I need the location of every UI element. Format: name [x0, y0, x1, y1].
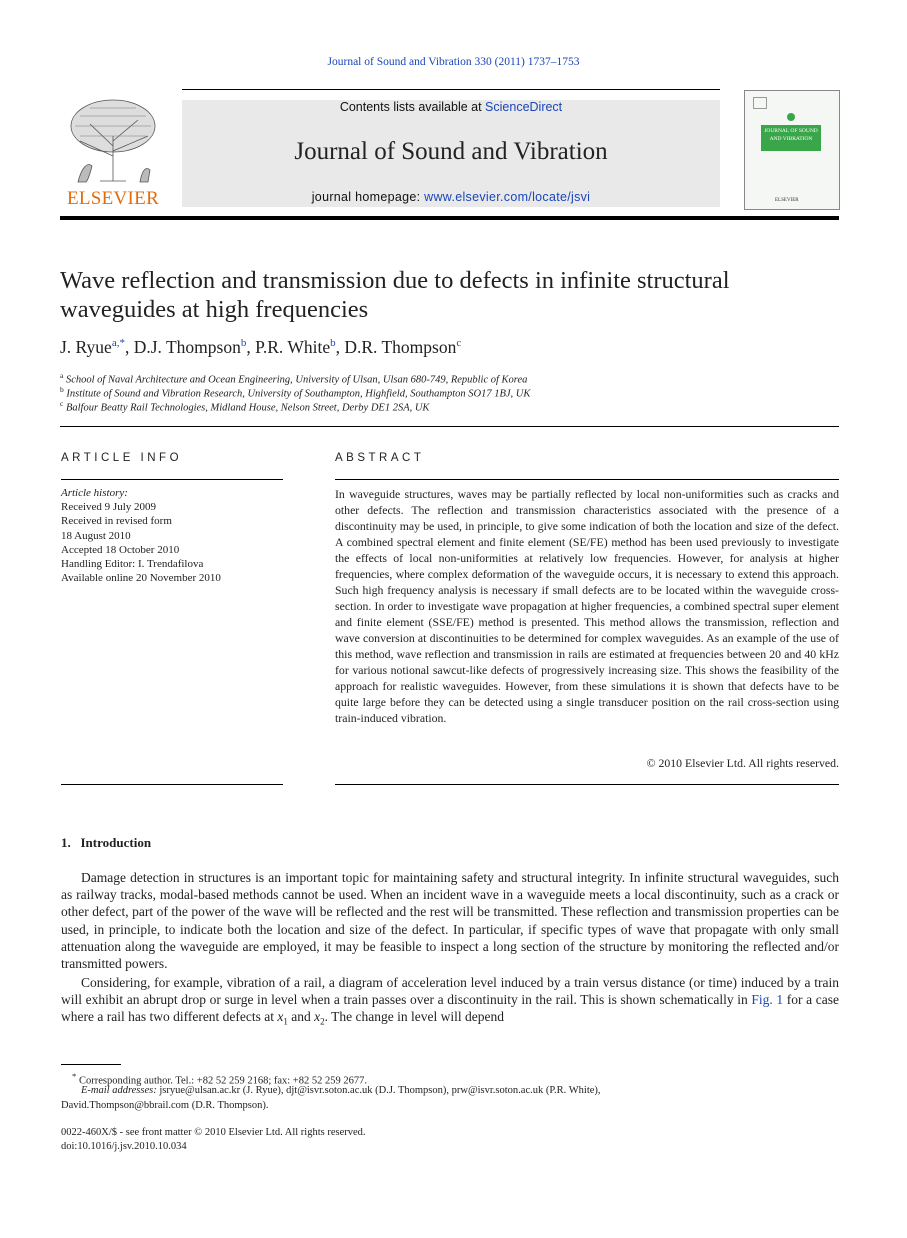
author-name: J. Ryue — [60, 337, 112, 357]
author-list — [60, 337, 461, 358]
affiliation-marker: c — [60, 399, 64, 408]
history-item: 18 August 2010 — [61, 529, 131, 542]
intro-paragraph-2 — [61, 974, 839, 1031]
affiliation-c — [60, 399, 429, 414]
intro-paragraph-1: Damage detection in structures is an important topic for maintaining safety and structural integrity. In infinite structural waveguides, such as railway tracks, modal-based methods cannot be used. When an incident wave in a waveguide meets a local discontinuity, such as a crack or other defect, part of the power of the wave will be reflected and the rest will be transmitted. These reflection and transmission properties can be used, in principle, to indicate both the location and size of the defect. In particular, if specific types of wave that propagate with only small attenuation along the waveguide are employed, it may be feasible to inspect a long section of the structure by monitoring the reflected and/or transmitted powers. — [61, 870, 839, 972]
affiliation-marker: b — [60, 385, 64, 394]
affiliation-rule — [60, 426, 839, 427]
history-item: Accepted 18 October 2010 — [61, 543, 180, 556]
tree-icon — [60, 96, 166, 186]
author-name: D.J. Thompson — [133, 337, 241, 357]
article-title: Wave reflection and transmission due to defects in infinite structural waveguides at high frequencies — [60, 267, 730, 323]
cover-title: JOURNAL OF SOUND AND VIBRATION — [761, 125, 821, 151]
journal-cover-thumbnail[interactable] — [744, 90, 840, 210]
journal-citation[interactable]: Journal of Sound and Vibration 330 (2011) 1737–1753 — [327, 56, 580, 68]
author-separator: , — [246, 337, 256, 357]
affiliation-text: Institute of Sound and Vibration Research, University of Southampton, Highfield, Southampton SO17 1BJ, UK — [66, 388, 531, 400]
abstract-text: In waveguide structures, waves may be partially reflected by local non-uniformities such as cracks and other defects. The reflection and transmission characteristics associated with the presence of a discontinuity may be used, in principle, to give some indication of both the location and size of the defect. A combined spectral element and finite element (SE/FE) method has been used previously to investigate the effects of local non-uniformities at relatively low frequencies. However, for analysis at higher frequencies, where complex deformation of the waveguide occurs, it is necessary to extend this approach. Such high frequency analysis is necessary if small defects are to be located within the waveguide cross-section. In order to investigate wave propagation at higher frequencies, a combined spectral super element and finite element (SSE/FE) method is presented. This method allows the transmission, reflection and wave conversion at discontinuities to be determined for complex waveguides. As an example of the use of this method, wave reflection and transmission in rails are estimated at frequencies between 20 and 40 kHz for various notional sawcut-like defects of progressively increasing size. This shows the feasibility of the approach for realistic waveguides. However, from these simulations it is shown that defects have to be quite large before they can be detected using a single transducer position on the rail cross-section using train-induced vibration. — [335, 487, 839, 725]
elsevier-wordmark: ELSEVIER — [66, 188, 160, 209]
author-affil-marker[interactable]: a,* — [111, 337, 125, 350]
homepage-link[interactable]: www.elsevier.com/locate/jsvi — [424, 190, 591, 204]
var-x1: x — [277, 1009, 284, 1025]
section-number: 1. — [61, 835, 71, 850]
figure-1-link[interactable]: Fig. 1 — [751, 992, 784, 1008]
abstract-bottom-rule — [335, 784, 839, 785]
affiliation-text: School of Naval Architecture and Ocean Engineering, University of Ulsan, Ulsan 680-749, Republic of Korea — [65, 374, 528, 386]
doi-line[interactable]: doi:10.1016/j.jsv.2010.10.034 — [61, 1141, 187, 1152]
article-info-rule — [61, 479, 283, 480]
affiliation-b — [60, 385, 530, 400]
section-heading — [61, 835, 151, 851]
history-item: Available online 20 November 2010 — [61, 572, 221, 585]
journal-masthead — [182, 100, 720, 207]
article-info-bottom-rule — [61, 784, 283, 785]
email-addresses[interactable]: jsryue@ulsan.ac.kr (J. Ryue), djt@isvr.soton.ac.uk (D.J. Thompson), prw@isvr.soton.ac.uk (P.R. White), — [159, 1085, 601, 1096]
email-note — [81, 1084, 601, 1098]
homepage-line — [182, 190, 720, 204]
cover-mini-box — [753, 97, 767, 109]
issn-line: 0022-460X/$ - see front matter © 2010 Elsevier Ltd. All rights reserved. — [61, 1127, 366, 1138]
contents-line — [182, 100, 720, 114]
author-separator: , — [335, 337, 345, 357]
article-history — [61, 486, 221, 585]
corresponding-author-note: * Corresponding author. Tel.: +82 52 259 2168; fax: +82 52 259 2677. — [72, 1071, 367, 1087]
abstract-rule — [335, 479, 839, 480]
var-x1-subscript: 1 — [283, 1017, 288, 1028]
homepage-prefix: journal homepage: — [311, 190, 425, 204]
para-text: for a case where a rail has two different defects at — [61, 992, 839, 1025]
history-item: Handling Editor: I. Trendafilova — [61, 558, 204, 571]
author-name: P.R. White — [255, 337, 331, 357]
cover-logo-icon — [787, 113, 795, 121]
history-item: Received in revised form — [61, 515, 172, 528]
corresponding-text: Corresponding author. Tel.: +82 52 259 2168; fax: +82 52 259 2677. — [79, 1075, 367, 1087]
cover-publisher: ELSEVIER — [775, 198, 799, 203]
author-affil-marker[interactable]: b — [330, 337, 336, 350]
contents-prefix: Contents lists available at — [339, 100, 486, 114]
author-affil-marker[interactable]: c — [456, 337, 462, 350]
para-text: . The change in level will depend — [324, 1009, 504, 1025]
journal-title: Journal of Sound and Vibration — [294, 138, 608, 165]
section-title: Introduction — [80, 835, 152, 850]
affiliation-a — [60, 371, 527, 386]
author-affil-marker[interactable]: b — [240, 337, 247, 350]
author-separator: , — [124, 337, 134, 357]
email-label: E-mail addresses: — [81, 1085, 157, 1096]
history-item: Received 9 July 2009 — [61, 501, 157, 514]
var-x2-subscript: 2 — [320, 1017, 325, 1028]
footnote-rule — [61, 1064, 121, 1065]
article-info-heading: ARTICLE INFO — [61, 452, 183, 464]
affiliation-marker: a — [60, 371, 64, 380]
para-text: Considering, for example, vibration of a rail, a diagram of acceleration level induced by a train versus distance (or time) induced by a train will exhibit an abrupt drop or surge in level when a train passes over a discontinuity in the rail. This is shown schematically in — [61, 975, 839, 1008]
author-name: D.R. Thompson — [344, 337, 457, 357]
abstract-copyright: © 2010 Elsevier Ltd. All rights reserved. — [646, 756, 839, 770]
para-text: and — [287, 1009, 315, 1025]
email-note-continued[interactable]: David.Thompson@bbrail.com (D.R. Thompson). — [61, 1100, 269, 1111]
affiliation-text: Balfour Beatty Rail Technologies, Midland House, Nelson Street, Derby DE1 2SA, UK — [65, 402, 430, 414]
masthead-rule — [60, 216, 839, 220]
elsevier-logo — [60, 96, 166, 208]
abstract-heading: ABSTRACT — [335, 452, 425, 464]
header-rule — [182, 89, 720, 90]
var-x2: x — [314, 1009, 321, 1025]
sciencedirect-link[interactable]: ScienceDirect — [485, 100, 563, 114]
history-label: Article history: — [61, 487, 128, 499]
